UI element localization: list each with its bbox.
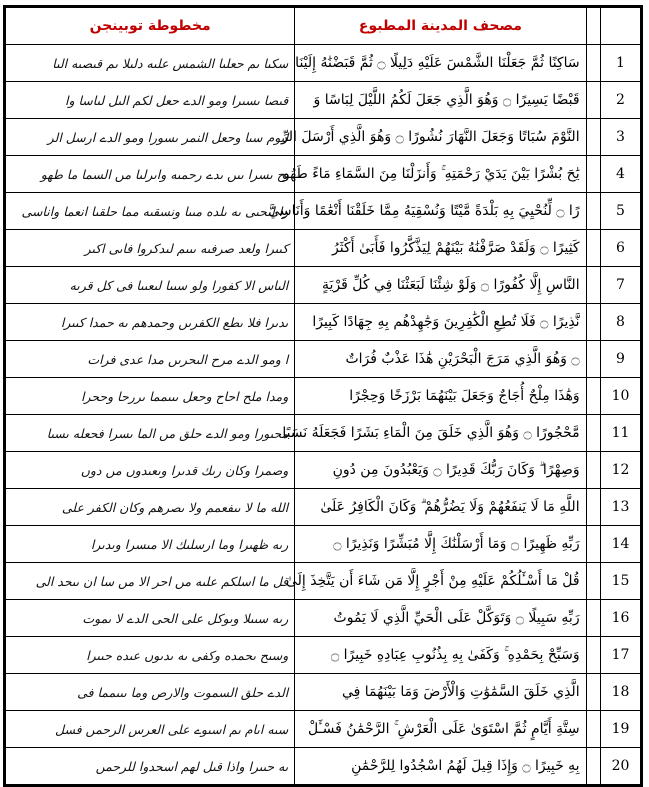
table-row [5,156,642,193]
table-row [5,378,642,415]
printed-verse-cell: رًا ۝ لِّنُحْيِيَ بِهِ بَلْدَةً مَّيْتًا وَنُسْقِيَهُ مِمَّا خَلَقْنَا أَنْعَٰمًا وَأَنَاسِيَّ [295,193,586,230]
table-body [5,45,642,786]
row-number: 18 [600,674,641,711]
manuscript-cell: الله ما لا ىىفعمم ولا ىصرهم وكان الكفر على [5,489,295,526]
table-row [5,341,642,378]
gap-cell [586,711,600,748]
row-number: 15 [600,563,641,600]
row-number: 1 [600,45,641,82]
row-number: 2 [600,82,641,119]
gap-cell [586,45,600,82]
number-header-cell [600,7,641,45]
row-number: 4 [600,156,641,193]
table-row [5,119,642,156]
gap-cell [586,119,600,156]
printed-verse-cell: قُلْ مَا أَسْـَٔلُكُمْ عَلَيْهِ مِنْ أَجْرٍ إِلَّا مَن شَاءَ أَن يَتَّخِذَ إِلَىٰ [295,563,586,600]
gap-cell [586,637,600,674]
printed-verse-cell: رَبِّهِ سَبِيلًا ۝ وَتَوَكَّلْ عَلَى الْحَيِّ الَّذِي لَا يَمُوتُ [295,600,586,637]
table-row [5,526,642,563]
manuscript-cell: وصمرا وكان رىك قدىرا وىعىدوں مں دوں [5,452,295,489]
gap-cell [586,563,600,600]
printed-verse-cell: رَبِّهِ ظَهِيرًا ۝ وَمَا أَرْسَلْنَٰكَ إِلَّا مُبَشِّرًا وَنَذِيرًا ۝ [295,526,586,563]
table-row [5,267,642,304]
table-row [5,711,642,748]
manuscript-column-header: مخطوطة توبينجن [5,7,295,45]
gap-cell [586,526,600,563]
manuscript-cell: ومدا ملح احاح وحعل ىىىمما ىررحا وححرا [5,378,295,415]
gap-cell [586,267,600,304]
manuscript-cell: ىح ىسرا ىىں ىدے رحمىه واىرلىا مں السما ما طهو [5,156,295,193]
row-number: 6 [600,230,641,267]
row-number: 20 [600,748,641,786]
manuscript-cell: رىه سىىلا وىوكل على الحى الدے لا ىموت [5,600,295,637]
gap-cell [586,748,600,786]
table-row [5,489,642,526]
table-row [5,452,642,489]
printed-verse-cell: النَّاسِ إِلَّا كُفُورًا ۝ وَلَوْ شِئْنَا لَبَعَثْنَا فِي كُلِّ قَرْيَةٍ [295,267,586,304]
table-row [5,415,642,452]
printed-verse-cell: قَبْضًا يَسِيرًا ۝ وَهُوَ الَّذِي جَعَلَ لَكُمُ اللَّيْلَ لِبَاسًا وَ [295,82,586,119]
gap-cell [586,304,600,341]
gap-cell [586,674,600,711]
row-number: 19 [600,711,641,748]
printed-verse-cell: يَٰحَ بُشْرًا بَيْنَ يَدَيْ رَحْمَتِهِ ۚ وَأَنزَلْنَا مِنَ السَّمَاءِ مَاءً طَهُو [295,156,586,193]
manuscript-cell: سكىا ىم حعلىا الشمس علىه دلىلا ىم قىصىه الىا [5,45,295,82]
gap-cell [586,489,600,526]
table-row [5,674,642,711]
manuscript-cell: را لىحىى ىه ىلده مىىا ونسقىه مما حلقىا انعما واناسى [5,193,295,230]
printed-verse-cell: سِتَّةِ أَيَّامٍ ثُمَّ اسْتَوَىٰ عَلَى الْعَرْشِ ۚ الرَّحْمَٰنُ فَسْـَٔلْ [295,711,586,748]
gap-cell [586,341,600,378]
manuscript-cell: ىدىرا فلا ىطع الكفرىں وحمدهم ىه حمدا كىىرا [5,304,295,341]
manuscript-cell: لىوم سىا وحعل النمر ىسورا ومو الدے ارسل الر [5,119,295,156]
manuscript-cell: ا ومو الدے مرح الىحرىں مدا عدى فرات [5,341,295,378]
gap-cell [586,156,600,193]
printed-verse-cell: وَهَٰذَا مِلْحٌ أُجَاجٌ وَجَعَلَ بَيْنَهُمَا بَرْزَخًا وَحِجْرًا [295,378,586,415]
manuscript-cell: رىه ظهىرا وما ارسلىك الا مىسرا وىدىرا [5,526,295,563]
row-number: 12 [600,452,641,489]
row-number: 13 [600,489,641,526]
table-row [5,230,642,267]
row-number: 3 [600,119,641,156]
table-row [5,45,642,82]
gap-cell [586,415,600,452]
manuscript-cell: الىاس الا كفورا ولو سىىا لىعىىا فى كل قرىه [5,267,295,304]
printed-verse-cell: ۝ وَهُوَ الَّذِي مَرَجَ الْبَحْرَيْنِ هَٰذَا عَذْبٌ فُرَاتٌ [295,341,586,378]
manuscript-cell: وسىح ىحمده وكفى ىه ىدىوں عىده حىىرا [5,637,295,674]
printed-verse-cell: اللَّهِ مَا لَا يَنفَعُهُمْ وَلَا يَضُرُّهُمْ ۗ وَكَانَ الْكَافِرُ عَلَىٰ [295,489,586,526]
row-number: 5 [600,193,641,230]
printed-column-header: مصحف المدينة المطبوع [295,7,586,45]
gap-cell [586,452,600,489]
row-number: 17 [600,637,641,674]
gap-cell [586,230,600,267]
row-number: 9 [600,341,641,378]
comparison-table [3,5,643,787]
gap-header-cell [586,7,600,45]
printed-verse-cell: الَّذِي خَلَقَ السَّمَٰوَٰتِ وَالْأَرْضَ وَمَا بَيْنَهُمَا فِي [295,674,586,711]
manuscript-cell: ىه حىىرا واذا قىل لهم اسحدوا للرحمں [5,748,295,786]
gap-cell [586,193,600,230]
row-number: 8 [600,304,641,341]
printed-verse-cell: كَثِيرًا ۝ وَلَقَدْ صَرَّفْنَٰهُ بَيْنَهُمْ لِيَذَّكَّرُوا فَأَبَىٰ أَكْثَرُ [295,230,586,267]
row-number: 11 [600,415,641,452]
printed-verse-cell: نَّذِيرًا ۝ فَلَا تُطِعِ الْكَٰفِرِينَ وَجَٰهِدْهُم بِهِ جِهَادًا كَبِيرًا [295,304,586,341]
table-row [5,563,642,600]
row-number: 14 [600,526,641,563]
manuscript-cell: الدے حلق السموت والارص وما ىىىمما فى [5,674,295,711]
table-row [5,748,642,786]
printed-verse-cell: سَاكِنًا ثُمَّ جَعَلْنَا الشَّمْسَ عَلَيْهِ دَلِيلًا ۝ ثُمَّ قَبَضْنَٰهُ إِلَيْنَا [295,45,586,82]
row-number: 7 [600,267,641,304]
header-row [5,7,642,45]
gap-cell [586,82,600,119]
gap-cell [586,378,600,415]
manuscript-cell: قل ما اسلكم علىه مں احر الا مں سا ان ىىحد الى [5,563,295,600]
table-row [5,600,642,637]
row-number: 10 [600,378,641,415]
table-row [5,304,642,341]
printed-verse-cell: وَصِهْرًا ۗ وَكَانَ رَبُّكَ قَدِيرًا ۝ وَيَعْبُدُونَ مِن دُونِ [295,452,586,489]
manuscript-cell: محىورا ومو الدے حلق مں الما ىسرا فحعله ىسىا [5,415,295,452]
table-row [5,637,642,674]
printed-verse-cell: وَسَبِّحْ بِحَمْدِهِ ۚ وَكَفَىٰ بِهِ بِذُنُوبِ عِبَادِهِ خَبِيرًا ۝ [295,637,586,674]
table-row [5,193,642,230]
row-number: 16 [600,600,641,637]
manuscript-cell: سىه اىام ىم اسىوے على العرس الرحمں فسل [5,711,295,748]
manuscript-cell: قىصا ىسىرا ومو الدے حعل لكم الىل لىاسا وا [5,82,295,119]
printed-verse-cell: بِهِ خَبِيرًا ۝ وَإِذَا قِيلَ لَهُمُ اسْجُدُوا لِلرَّحْمَٰنِ [295,748,586,786]
printed-verse-cell: مَّحْجُورًا ۝ وَهُوَ الَّذِي خَلَقَ مِنَ الْمَاءِ بَشَرًا فَجَعَلَهُ نَسَبًا [295,415,586,452]
table-row [5,82,642,119]
printed-verse-cell: النَّوْمَ سُبَاتًا وَجَعَلَ النَّهَارَ نُشُورًا ۝ وَهُوَ الَّذِي أَرْسَلَ الرِّ [295,119,586,156]
gap-cell [586,600,600,637]
manuscript-cell: كىىرا ولعد صرفىه ىىىم لىدكروا فاىى اكىر [5,230,295,267]
